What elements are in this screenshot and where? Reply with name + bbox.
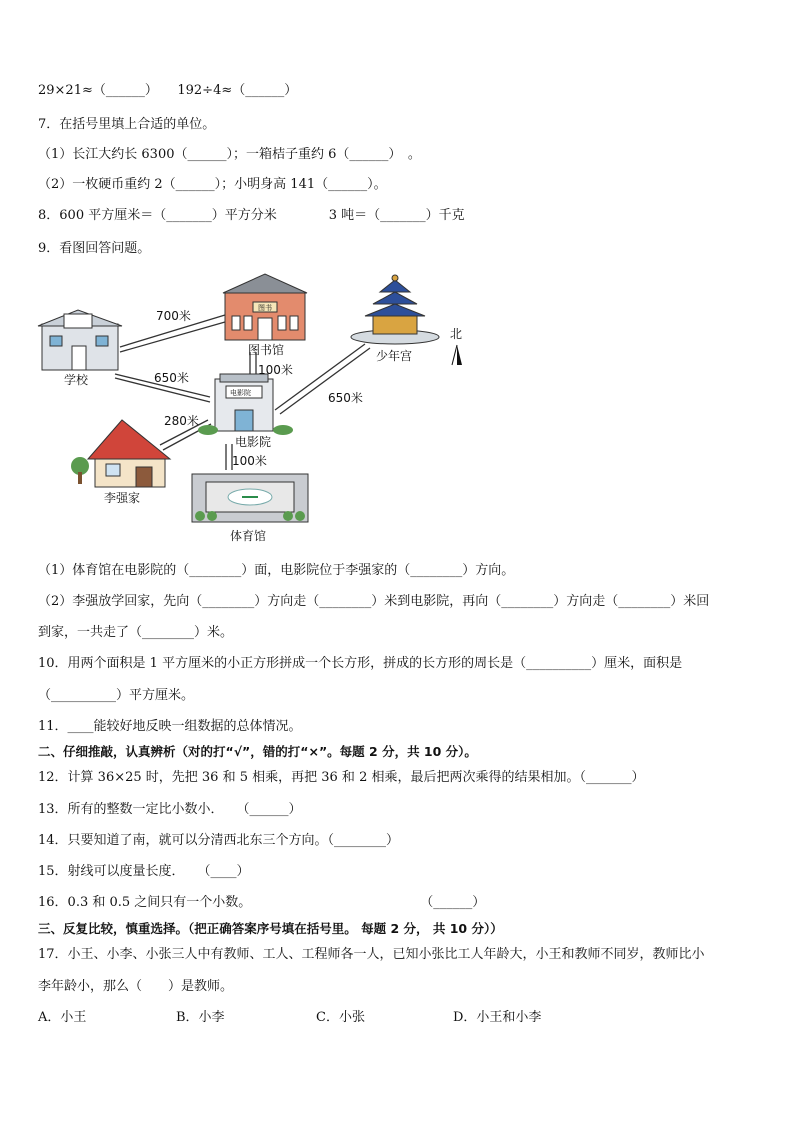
map-label-youth-palace: 少年宫: [376, 349, 413, 363]
home-building: [71, 420, 170, 487]
cinema-sign: 电影院: [230, 389, 251, 397]
question-11: 11．____能较好地反映一组数据的总体情况。: [38, 719, 302, 734]
distance-cinema-gym: 100米: [232, 454, 267, 468]
section-3-heading: 三、反复比较，慎重选择。（把正确答案序号填在括号里。 每题 2 分， 共 10 分））: [38, 921, 503, 936]
distance-school-cinema: 650米: [154, 371, 189, 385]
map-label-home: 李强家: [104, 491, 141, 505]
option-d: D．小王和小李: [453, 1010, 542, 1025]
section-2-heading: 二、仔细推敲，认真辨析（对的打“√”，错的打“×”。每题 2 分，共 10 分）。: [38, 744, 477, 759]
option-b: B．小李: [176, 1010, 225, 1025]
map-label-gym: 体育馆: [230, 529, 267, 543]
question-15: 15．射线可以度量长度． （____）: [38, 864, 250, 879]
map-label-library: 图书馆: [248, 343, 285, 357]
question-10-line1: 10．用两个面积是 1 平方厘米的小正方形拼成一个长方形，拼成的长方形的周长是（__________）厘米，面积是: [38, 656, 683, 671]
distance-home-cinema: 280米: [164, 414, 199, 428]
gym-building: [192, 474, 308, 522]
location-map: [30, 262, 490, 552]
distance-school-library: 700米: [156, 309, 191, 323]
question-7-1: （1）长江大约长 6300（______）；一箱桔子重约 6（______） 。: [38, 147, 421, 162]
library-sign: 图书: [258, 304, 272, 312]
calc-line: 29×21≈（______） 192÷4≈（______）: [38, 83, 298, 98]
question-9: 9．看图回答问题。: [38, 241, 151, 256]
question-9-2-line2: 到家，一共走了（________）米。: [38, 625, 234, 640]
north-arrow-icon: [457, 345, 462, 365]
option-a: A．小王: [38, 1010, 87, 1025]
question-7: 7．在括号里填上合适的单位。: [38, 117, 216, 132]
question-9-1: （1）体育馆在电影院的（________）面，电影院位于李强家的（________）方向。: [38, 563, 515, 578]
question-8: 8．600 平方厘米＝（_______）平方分米 3 吨＝（_______）千克: [38, 208, 465, 223]
question-12: 12．计算 36×25 时，先把 36 和 5 相乘，再把 36 和 2 相乘，最后把两次乘得的结果相加。（_______）: [38, 770, 645, 785]
map-label-cinema: 电影院: [235, 435, 272, 449]
question-17-line2: 李年龄小，那么（ ）是教师。: [38, 979, 234, 994]
question-14: 14．只要知道了南，就可以分清西北东三个方向。（________）: [38, 833, 400, 848]
distance-library-cinema: 100米: [258, 363, 293, 377]
youth-palace-building: [351, 275, 439, 344]
question-10-line2: （__________）平方厘米。: [38, 688, 195, 703]
distance-palace-cinema: 650米: [328, 391, 363, 405]
question-9-2-line1: （2）李强放学回家，先向（________）方向走（________）米到电影院，再向（________）方向走（________）米回: [38, 594, 710, 609]
option-c: C．小张: [316, 1010, 365, 1025]
question-7-2: （2）一枚硬币重约 2（______）；小明身高 141（______）。: [38, 177, 387, 192]
school-building: [38, 310, 122, 370]
cinema-building: [198, 374, 293, 435]
north-label: 北: [450, 327, 463, 341]
question-17-line1: 17．小王、小李、小张三人中有教师、工人、工程师各一人，已知小张比工人年龄大，小王和教师不同岁，教师比小: [38, 947, 705, 962]
question-13: 13．所有的整数一定比小数小． （______）: [38, 802, 302, 817]
map-label-school: 学校: [64, 373, 89, 387]
question-16: 16．0.3 和 0.5 之间只有一个小数。 （______）: [38, 895, 486, 910]
